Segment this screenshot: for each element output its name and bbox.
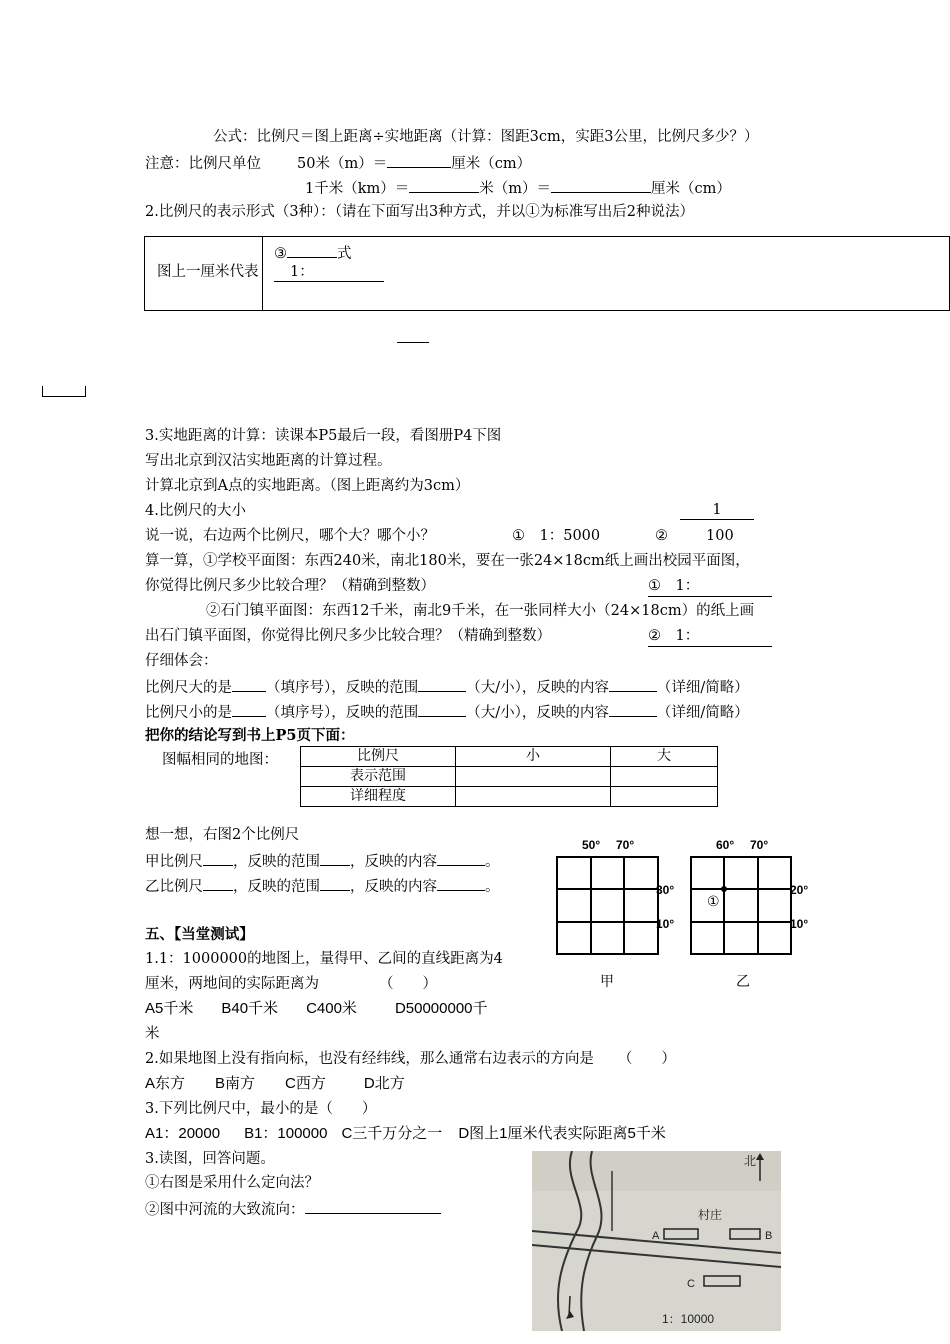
blank-small-num[interactable] <box>232 701 266 717</box>
jia-caption: 甲 <box>600 973 614 989</box>
forms-box <box>144 236 950 311</box>
q1-line-a: 1.1：1000000的地图上，量得甲、乙间的直线距离为4 <box>145 951 503 967</box>
q2-option-a[interactable]: A东方 <box>145 1075 186 1092</box>
blank-river-direction[interactable] <box>305 1198 441 1214</box>
unit-1km-line <box>305 177 731 199</box>
q4-line: 3.读图，回答问题。 <box>145 1151 275 1167</box>
table-row-label: 表示范围 <box>301 767 456 787</box>
table-cell[interactable] <box>611 787 718 807</box>
big-line-b: （填序号），反映的范围 <box>266 680 419 696</box>
table-head-large: 大 <box>611 747 718 767</box>
conclusion-line: 把你的结论写到书上P5页下面： <box>145 727 355 744</box>
answer-1 <box>648 576 772 597</box>
big-line-c: （大/小），反映的内容 <box>466 680 609 696</box>
point-b-label: B <box>765 1230 773 1242</box>
q1-option-tail: 米 <box>145 1026 160 1042</box>
q3-options <box>145 1124 666 1144</box>
north-label: 北 <box>744 1154 757 1168</box>
yi-top-label: 70° <box>750 838 769 852</box>
yi-line-a: 乙比例尺 <box>145 879 203 895</box>
blank-big-range[interactable] <box>418 676 466 692</box>
formula-line: 公式：比例尺＝图上距离÷实地距离（计算：图距3cm，实距3公里，比例尺多少？） <box>213 129 759 145</box>
blank-yi-content[interactable] <box>437 875 485 891</box>
forms-item-ratio <box>274 260 384 282</box>
fraction-denominator: 100 <box>706 528 734 544</box>
table-row <box>301 787 718 807</box>
table-cell[interactable] <box>611 767 718 787</box>
grid-figure <box>548 830 818 1000</box>
q2-option-d[interactable]: D北方 <box>363 1075 405 1092</box>
jia-line-b: ，反映的范围 <box>233 854 320 870</box>
q2-options <box>145 1074 405 1094</box>
small-line-c: （大/小），反映的内容 <box>466 705 609 721</box>
stray-line <box>397 342 429 343</box>
q1-option-a[interactable]: A5千米 <box>145 1000 194 1017</box>
q2-text: 2.如果地图上没有指向标，也没有经纬线，那么通常右边表示的方向是 <box>145 1051 594 1067</box>
point-c-label: C <box>687 1278 695 1290</box>
blank-yi-scale[interactable] <box>203 875 233 891</box>
forms-item-3: ③ 式 <box>274 242 352 263</box>
yi-line <box>145 875 500 897</box>
blank-1km-m[interactable] <box>409 177 479 193</box>
jia-top-label: 50° <box>582 838 601 852</box>
small-line-a: 比例尺小的是 <box>145 705 232 721</box>
river-village-map <box>532 1151 781 1331</box>
q1-options <box>145 999 488 1019</box>
blank-big-num[interactable] <box>232 676 266 692</box>
forms-box-left: 图上一厘米代表 <box>157 264 259 280</box>
blank-form-ratio[interactable]: 1： <box>274 260 384 282</box>
calc2b-line: 出石门镇平面图，你觉得比例尺多少比较合理？（精确到整数） <box>145 628 551 644</box>
table-head-small: 小 <box>456 747 611 767</box>
grid-jia <box>557 838 674 989</box>
comparison-table <box>300 746 718 807</box>
blank-small-range[interactable] <box>418 701 466 717</box>
calc2-line: ②石门镇平面图：东西12千米，南北9千米，在一张同样大小（24×18cm）的纸上画 <box>206 603 755 619</box>
q1-option-b[interactable]: B40千米 <box>221 1000 279 1017</box>
forms-box-divider <box>262 237 263 310</box>
unit-1km-end: 厘米（cm） <box>651 181 731 197</box>
yi-right-label: 10° <box>790 917 809 931</box>
unit-50m-end: 厘米（cm） <box>451 156 532 172</box>
jia-top-label: 70° <box>616 838 635 852</box>
table-cell[interactable] <box>456 767 611 787</box>
test-title: 五、【当堂测试】 <box>145 926 254 943</box>
q3-line: 3.下列比例尺中，最小的是（ ） <box>145 1101 377 1117</box>
yi-line-c: ，反映的内容 <box>350 879 437 895</box>
jia-right-label: 30° <box>656 883 675 897</box>
jia-line <box>145 850 500 872</box>
section3-line2: 计算北京到A点的实地距离。（图上距离约为3cm） <box>145 478 470 494</box>
unit-1km: 1千米（km）＝ <box>305 181 410 197</box>
unit-50m: 50米（m）＝ <box>297 156 388 172</box>
think-label: 仔细体会： <box>145 653 218 669</box>
yi-marker: ① <box>707 893 720 909</box>
small-line-d: （详细/简略） <box>656 705 749 721</box>
yi-top-label: 60° <box>716 838 735 852</box>
q2-option-b[interactable]: B南方 <box>215 1075 256 1092</box>
table-header-row <box>301 747 718 767</box>
q4-sub2 <box>145 1198 441 1220</box>
jia-line-a: 甲比例尺 <box>145 854 203 870</box>
section3-title: 3.实地距离的计算：读课本P5最后一段，看图册P4下图 <box>145 428 502 444</box>
stray-bracket <box>42 386 86 397</box>
table-caption: 图幅相同的地图： <box>162 752 278 768</box>
say-line: 说一说，右边两个比例尺，哪个大？哪个小？ <box>145 528 435 544</box>
q3-option-a[interactable]: A1：20000 <box>145 1125 221 1142</box>
q2-line <box>145 1049 676 1069</box>
q1-option-c[interactable]: C400米 <box>306 1000 357 1017</box>
jia-line-d: 。 <box>485 854 500 870</box>
blank-big-content[interactable] <box>609 676 657 692</box>
table-row-label: 详细程度 <box>301 787 456 807</box>
blank-yi-range[interactable] <box>320 875 350 891</box>
forms-item-3-suffix: 式 <box>337 246 352 262</box>
think-more-title: 想一想，右图2个比例尺 <box>145 827 300 843</box>
table-cell[interactable] <box>456 787 611 807</box>
small-scale-line <box>145 701 749 723</box>
jia-line-c: ，反映的内容 <box>350 854 437 870</box>
blank-jia-scale[interactable] <box>203 850 233 866</box>
big-line-d: （详细/简略） <box>656 680 749 696</box>
q2-option-c[interactable]: C西方 <box>285 1075 326 1092</box>
answer-1-blank[interactable]: ① 1： <box>648 576 772 597</box>
big-scale-line <box>145 676 749 698</box>
point-a-label: A <box>652 1230 660 1242</box>
q4-sub1: ①右图是采用什么定向法？ <box>145 1175 319 1191</box>
calc1-line: 算一算，①学校平面图：东西240米，南北180米，要在一张24×18cm纸上画出校园平面图， <box>145 553 750 569</box>
jia-right-label: 10° <box>656 917 675 931</box>
map-scale: 1：10000 <box>662 1312 715 1326</box>
blank-form-3[interactable] <box>287 242 337 258</box>
unit-1km-mid: 米（m）＝ <box>479 181 552 197</box>
q4-sub2-text: ②图中河流的大致流向： <box>145 1202 305 1218</box>
table-head-scale: 比例尺 <box>301 747 456 767</box>
blank-small-content[interactable] <box>609 701 657 717</box>
small-line-b: （填序号），反映的范围 <box>266 705 419 721</box>
yi-line-b: ，反映的范围 <box>233 879 320 895</box>
blank-jia-content[interactable] <box>437 850 485 866</box>
section3-line1: 写出北京到汉沽实地距离的计算过程。 <box>145 453 392 469</box>
yi-caption: 乙 <box>736 973 750 989</box>
q1-text-b: 厘米，两地间的实际距离为 <box>145 976 319 992</box>
blank-jia-range[interactable] <box>320 850 350 866</box>
yi-right-label: 20° <box>790 883 809 897</box>
table-row <box>301 767 718 787</box>
q1-option-d[interactable]: D50000000千 <box>394 1000 488 1017</box>
big-line-a: 比例尺大的是 <box>145 680 232 696</box>
answer-2 <box>648 626 772 647</box>
q1-line-b <box>145 974 437 994</box>
grid-yi <box>691 838 808 989</box>
blank-1km-cm[interactable] <box>551 177 651 193</box>
q1-answer-paren[interactable]: （ ） <box>379 976 437 992</box>
calc1b-line: 你觉得比例尺多少比较合理？（精确到整数） <box>145 578 435 594</box>
q3-option-b[interactable]: B1：100000 <box>244 1125 328 1142</box>
say-option-2: ② <box>655 528 668 544</box>
village-label: 村庄 <box>698 1208 723 1222</box>
q3-option-d[interactable]: D图上1厘米代表实际距离5千米 <box>458 1125 666 1142</box>
unit-note-line <box>145 152 531 174</box>
yi-line-d: 。 <box>485 879 500 895</box>
answer-2-blank[interactable]: ② 1： <box>648 626 772 647</box>
q2-answer-paren[interactable]: （ ） <box>617 1051 676 1067</box>
unit-note-label: 注意：比例尺单位 <box>145 156 261 172</box>
fraction-numerator: 1 <box>680 501 754 520</box>
section4-title: 4.比例尺的大小 <box>145 503 246 519</box>
blank-50m-cm[interactable] <box>387 152 451 168</box>
q3-option-c[interactable]: C三千万分之一 <box>341 1125 443 1142</box>
forms-title: 2.比例尺的表示形式（3种）：（请在下面写出3种方式，并以①为标准写出后2种说法） <box>145 204 695 220</box>
say-option-1: ① 1：5000 <box>512 528 601 544</box>
